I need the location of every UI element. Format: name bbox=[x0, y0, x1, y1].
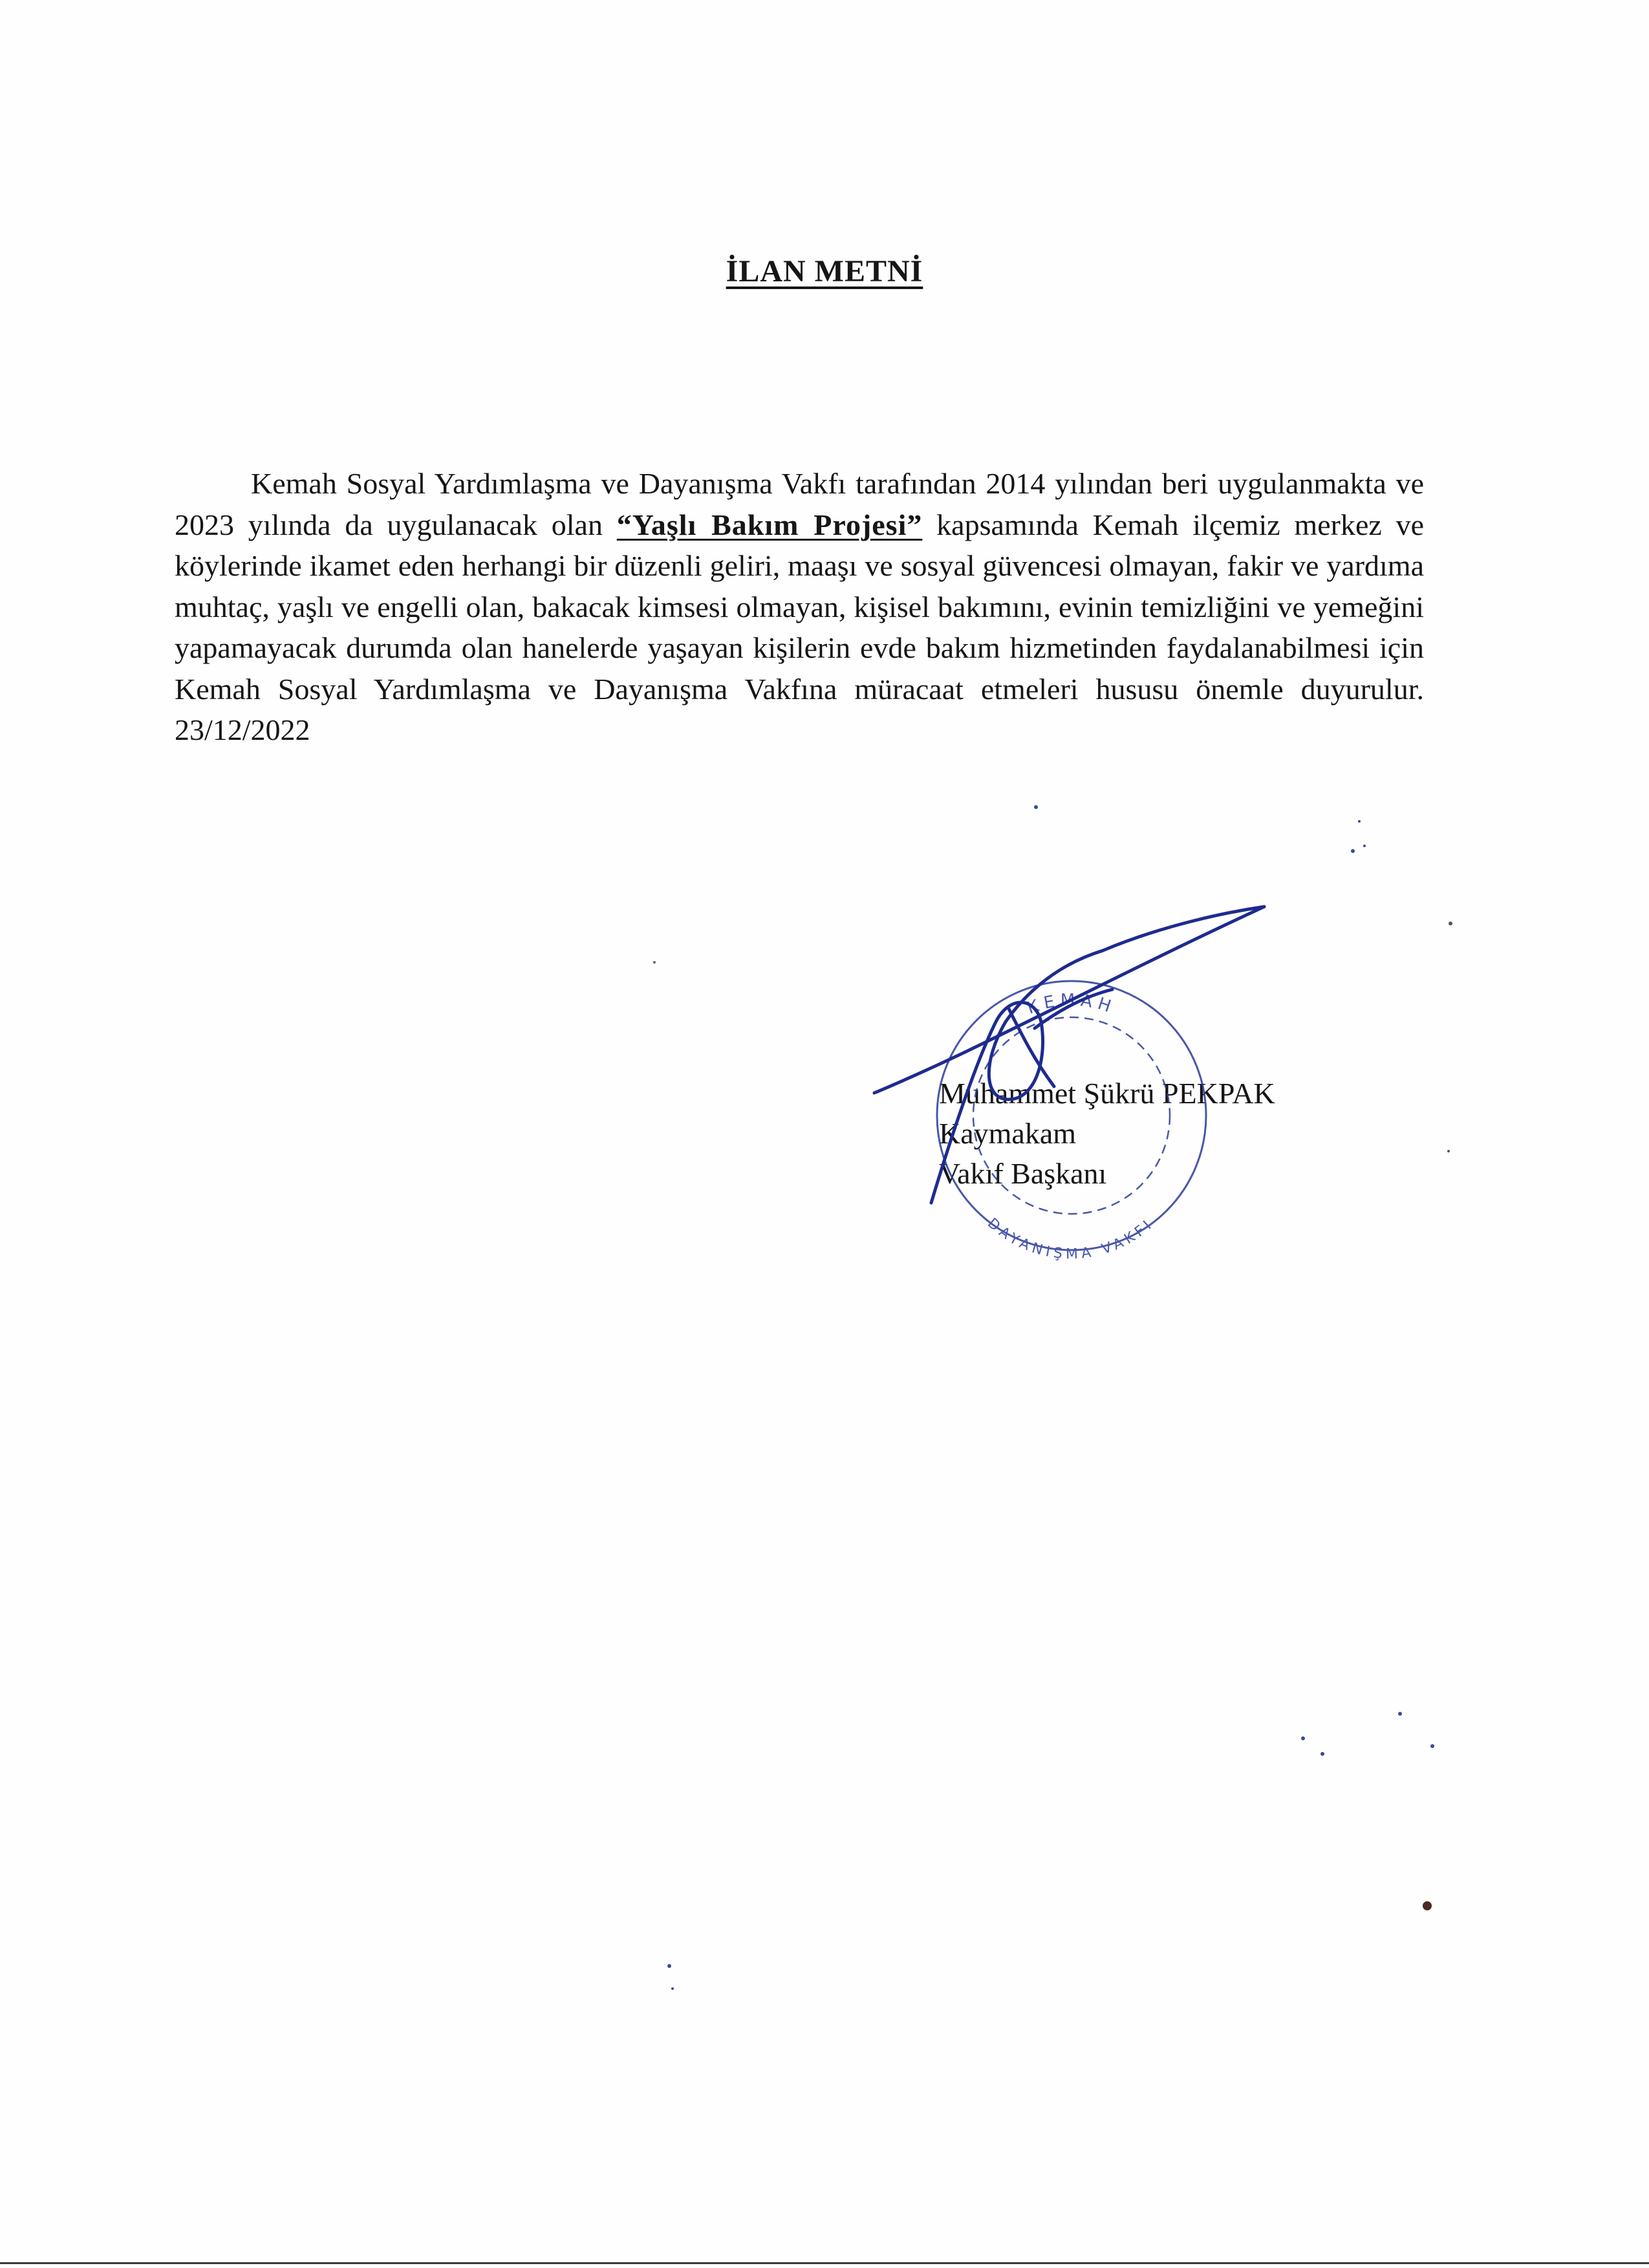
paragraph-rest: kapsamında Kemah ilçemiz merkez ve köylerinde ikamet eden herhangi bir düzenli geliri, maaşı ve sosyal güvencesi olmayan, fakir ve yardıma muhtaç, yaşlı ve engelli olan, bakacak kimsesi olmayan, kişisel bakımını, evinin temizliğini ve yemeğini yapamayacak durumda olan hanelerde yaşayan kişilerin evde bakım hizmetinden faydalanabilmesi için Kemah Sosyal Yardımlaşma ve Dayanışma Vakfına müracaat etmeleri hususu önemle duyurulur. 23/12/2022 bbox=[175, 508, 1424, 746]
signatory-position: Vakıf Başkanı bbox=[939, 1157, 1107, 1190]
signatory-name: Muhammet Şükrü PEKPAK bbox=[939, 1077, 1275, 1110]
signature-block bbox=[939, 1074, 1275, 1194]
project-name: “Yaşlı Bakım Projesi” bbox=[616, 508, 923, 541]
svg-text:DAYANIŞMA VAKFI: DAYANIŞMA VAKFI bbox=[984, 1215, 1158, 1263]
paragraph-intro: Kemah Sosyal Yardımlaşma ve Dayanışma Vakfı tarafından 2014 yılından beri uygulanmakta ve 2023 yılında da uygulanacak olan bbox=[175, 467, 1424, 541]
svg-text:KEMAH: KEMAH bbox=[1024, 990, 1119, 1019]
document-title-text: İLAN METNİ bbox=[726, 254, 923, 288]
signatory-role: Kaymakam bbox=[939, 1117, 1077, 1150]
